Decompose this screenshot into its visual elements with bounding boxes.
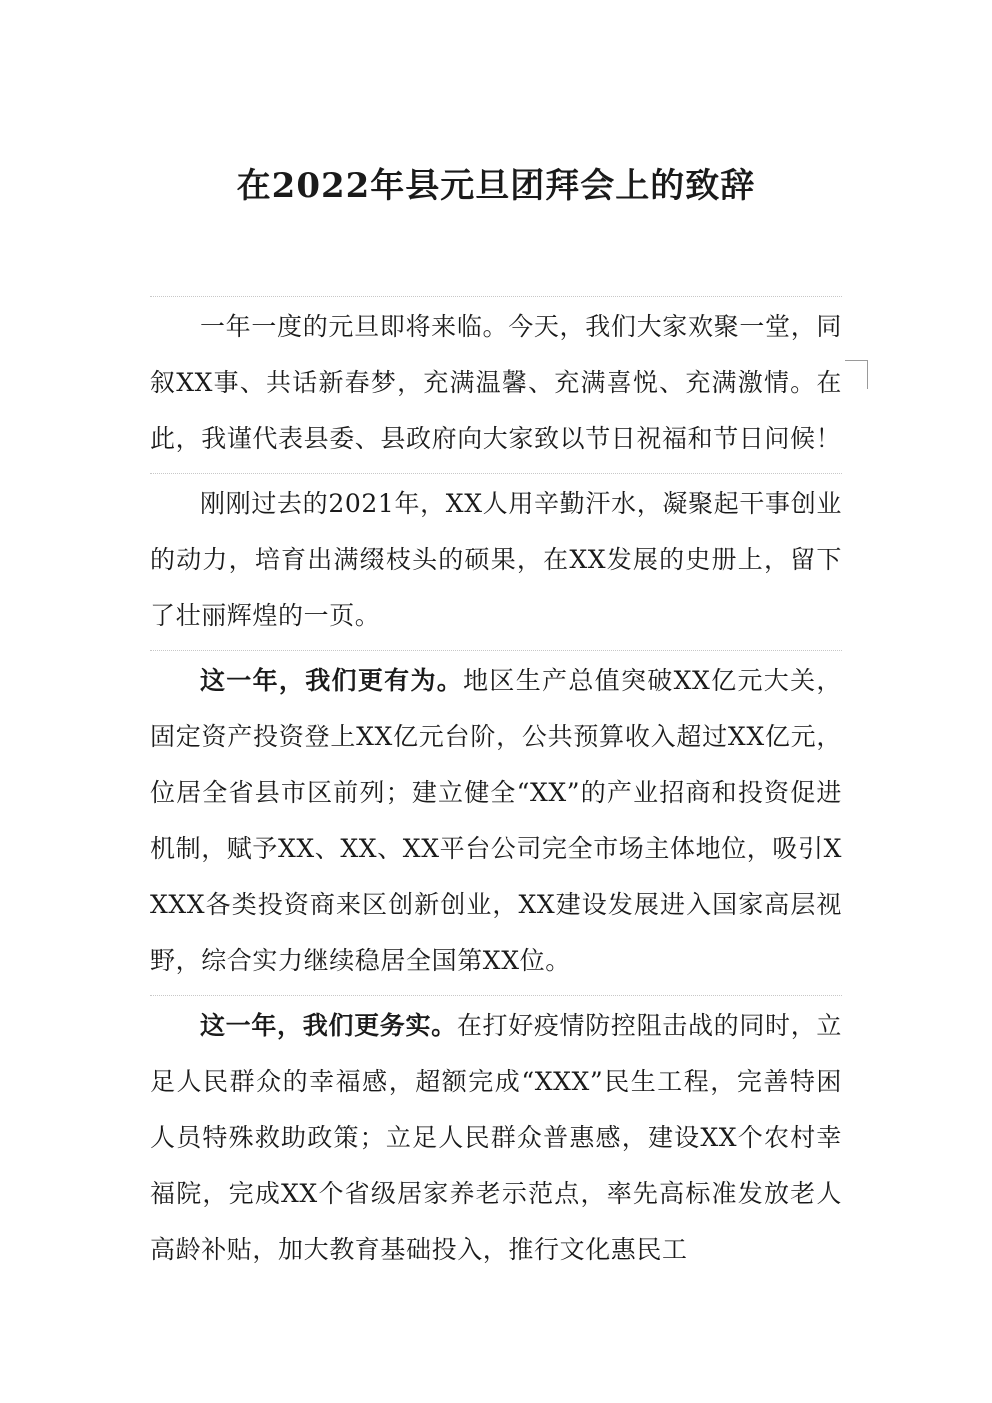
document-title: 在2022年县元旦团拜会上的致辞 <box>236 166 756 206</box>
paragraph-2 <box>150 473 842 650</box>
paragraph-1 <box>150 296 842 473</box>
paragraph-4-text: 在打好疫情防控阻击战的同时，立足人民群众的幸福感，超额完成“XXX”民生工程，完善特困人员特殊救助政策；立足人民群众普惠感，建设XX个农村幸福院，完成XX个省级居家养老示范点，率先高标准发放老人高龄补贴，加大教育基础投入，推行文化惠民工 <box>150 1011 842 1264</box>
paragraph-3-text: 地区生产总值突破XX亿元大关，固定资产投资登上XX亿元台阶，公共预算收入超过XX亿元，位居全省县市区前列；建立健全“XX”的产业招商和投资促进机制，赋予XX、XX、XX平台公司完全市场主体地位，吸引XXXX各类投资商来区创新创业，XX建设发展进入国家高层视野，综合实力继续稳居全国第XX位。 <box>150 666 842 975</box>
margin-corner-mark <box>845 360 868 389</box>
paragraph-3-lead: 这一年，我们更有为。 <box>200 666 464 695</box>
paragraph-4 <box>150 995 842 1284</box>
paragraph-4-lead: 这一年，我们更务实。 <box>200 1011 457 1040</box>
paragraph-3 <box>150 650 842 995</box>
paragraph-1-text: 一年一度的元旦即将来临。今天，我们大家欢聚一堂，同叙XX事、共话新春梦，充满温馨、充满喜悦、充满激情。在此，我谨代表县委、县政府向大家致以节日祝福和节日问候！ <box>150 312 842 453</box>
document-body <box>150 296 842 1284</box>
paragraph-2-text: 刚刚过去的2021年，XX人用辛勤汗水，凝聚起干事创业的动力，培育出满缀枝头的硕果，在XX发展的史册上，留下了壮丽辉煌的一页。 <box>150 489 842 630</box>
